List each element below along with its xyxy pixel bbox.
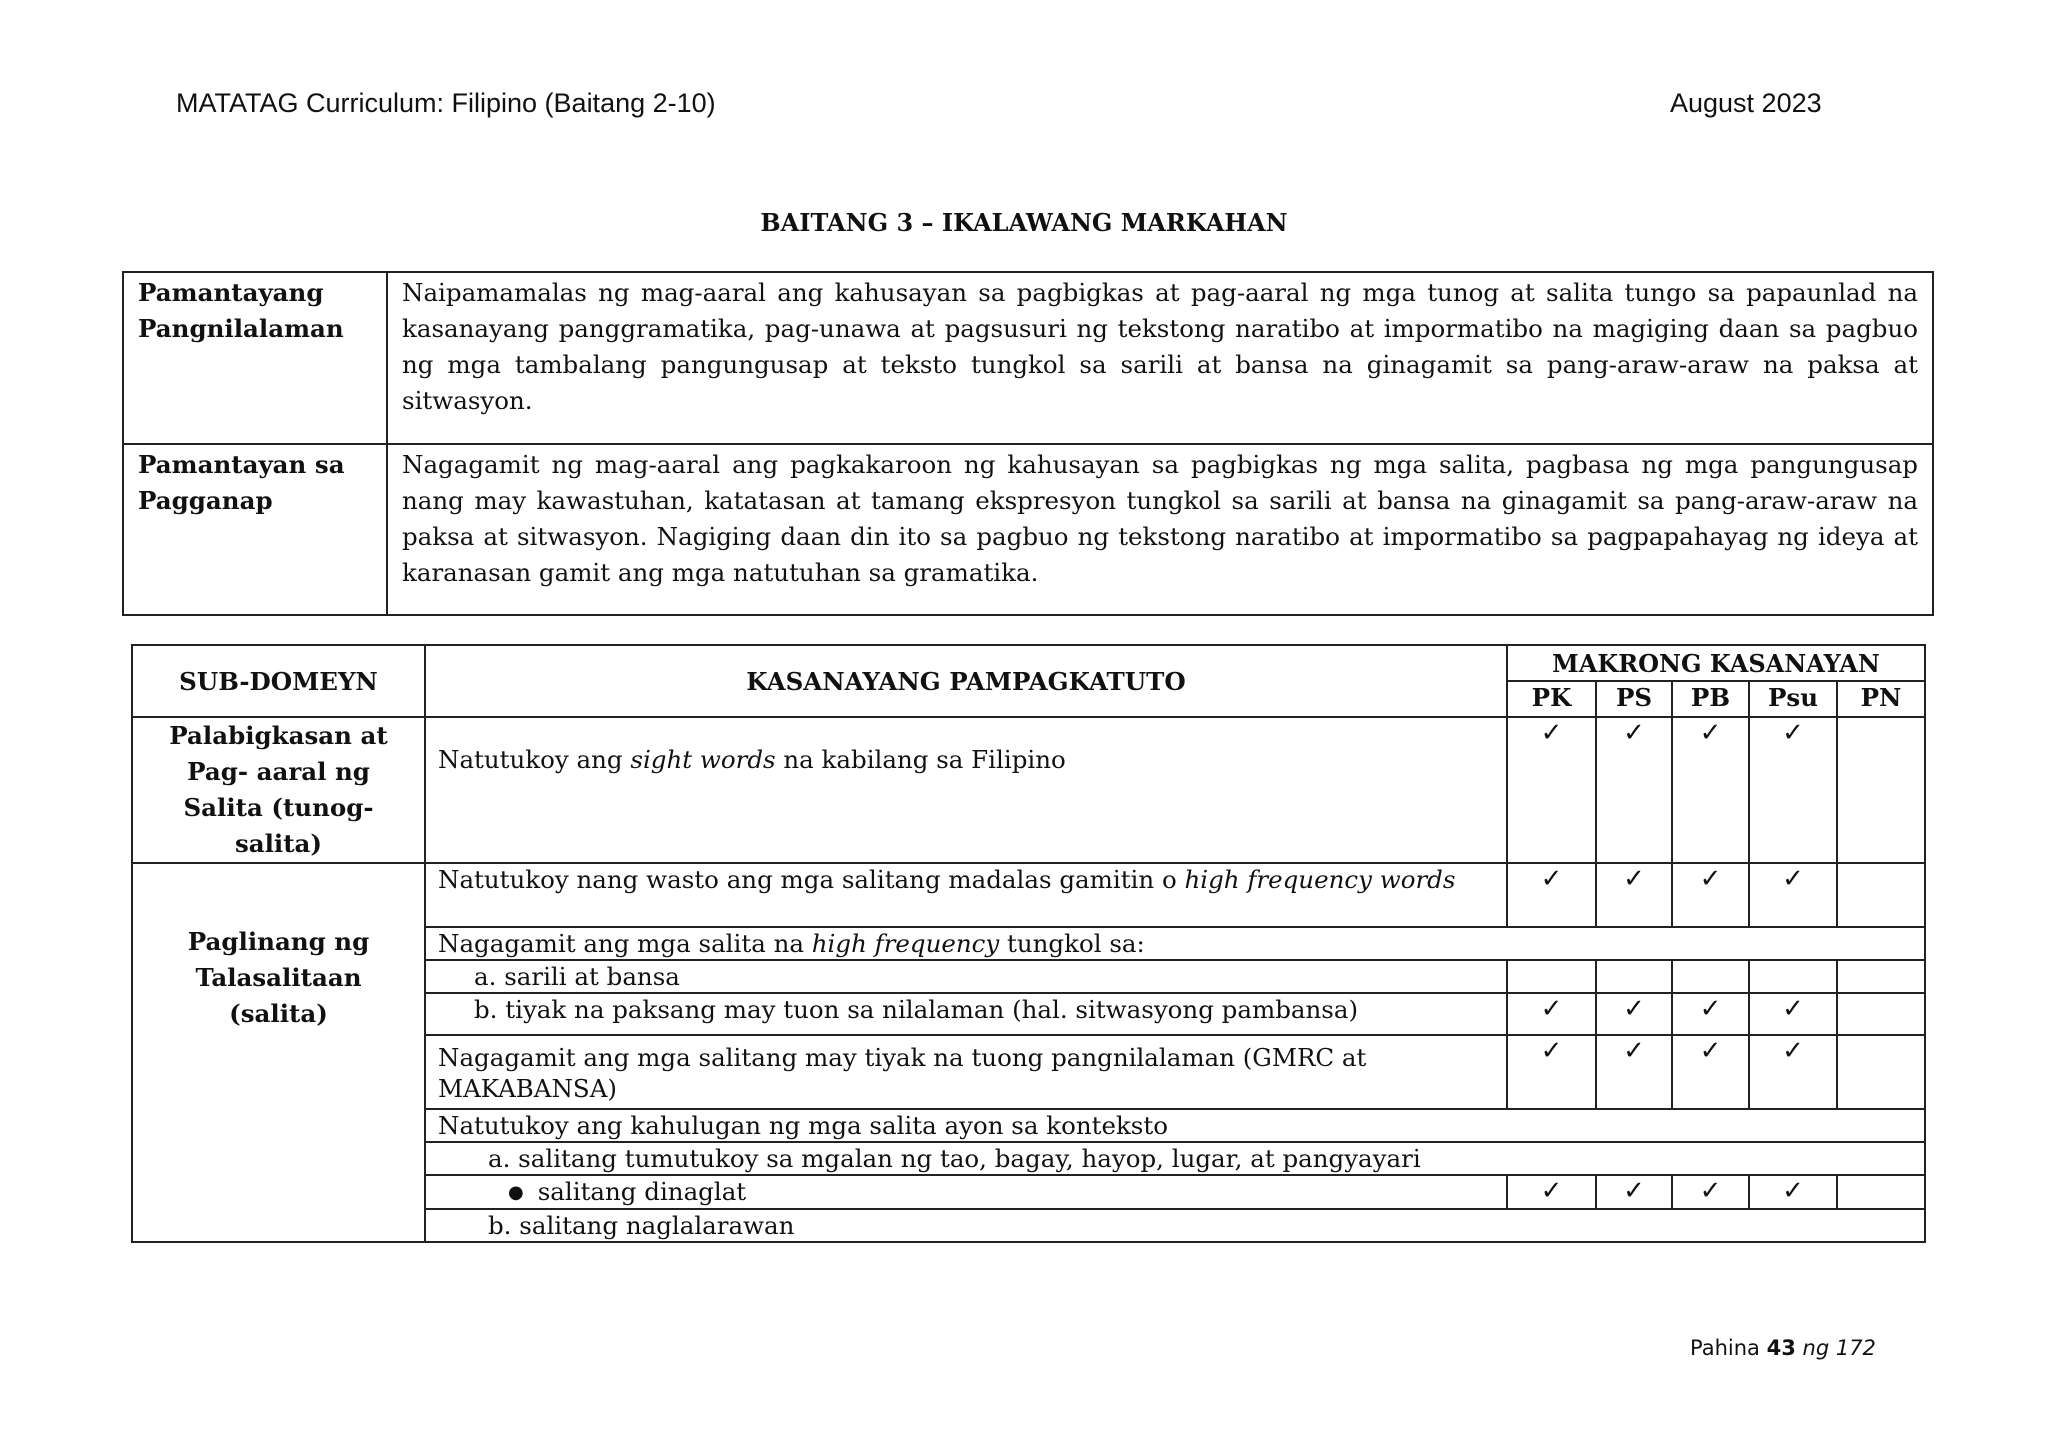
check-cell: [1507, 993, 1596, 1035]
check-icon: ✓: [1699, 1176, 1722, 1206]
check-cell: [1507, 1035, 1596, 1109]
list-marker: b.: [474, 995, 498, 1024]
check-cell: [1596, 960, 1672, 993]
check-cell: [1837, 960, 1925, 993]
competency-cell: b. salitang naglalarawan: [425, 1209, 1925, 1242]
check-icon: ✓: [1782, 994, 1804, 1024]
check-icon: ✓: [1782, 1036, 1804, 1066]
competency-cell: a. salitang tumutukoy sa mgalan ng tao, bagay, hayop, lugar, at pangyayari: [425, 1142, 1925, 1175]
column-ps: PS: [1596, 681, 1672, 717]
check-icon: ✓: [1540, 718, 1563, 748]
header-row: [132, 645, 1925, 681]
check-cell: [1672, 993, 1749, 1035]
check-icon: ✓: [1699, 994, 1722, 1024]
check-icon: ✓: [1782, 864, 1804, 894]
check-icon: ✓: [1699, 864, 1722, 894]
competency-cell: [425, 993, 1507, 1035]
subdomain-header: SUB-DOMEYN: [132, 645, 425, 717]
check-cell: [1749, 993, 1837, 1035]
subdomain-label: Paglinang ng Talasalitaan (salita): [187, 927, 370, 1028]
check-cell: [1749, 717, 1837, 863]
competency-text: sarili at bansa: [504, 962, 680, 991]
column-pn: PN: [1837, 681, 1925, 717]
competency-cell: [425, 863, 1507, 927]
check-cell: [1837, 993, 1925, 1035]
competency-emphasis: high frequency: [811, 929, 1000, 958]
check-icon: ✓: [1540, 1036, 1563, 1066]
competency-text: tungkol sa:: [999, 929, 1145, 958]
content-standard-row: [123, 272, 1933, 444]
competency-emphasis: high frequency words: [1184, 865, 1456, 894]
check-cell: [1672, 717, 1749, 863]
check-cell: [1749, 960, 1837, 993]
table-row: [132, 717, 1925, 863]
check-icon: ✓: [1623, 718, 1645, 748]
check-cell: [1507, 960, 1596, 993]
page-prefix: Pahina: [1690, 1336, 1767, 1360]
competency-cell: [425, 960, 1507, 993]
check-cell: [1837, 717, 1925, 863]
performance-standard-text: Nagagamit ng mag-aaral ang pagkakaroon ng kahusayan sa pagbigkas ng mga salita, pagbasa ng mga pangungusap nang may kawastuhan, katatasan at tamang ekspresyon tungkol sa sarili at bansa na ginagamit sa pang-araw-araw na paksa at sitwasyon. Nagiging daan din ito sa pagbuo ng tekstong naratibo at impormatibo sa pagpapahayag ng ideya at karanasan gamit ang mga natutuhan sa gramatika.: [387, 444, 1933, 615]
check-icon: ✓: [1699, 718, 1722, 748]
check-icon: ✓: [1540, 994, 1563, 1024]
competency-cell: Nagagamit ang mga salitang may tiyak na tuong pangnilalaman (GMRC at MAKABANSA): [425, 1035, 1507, 1109]
check-cell: [1749, 863, 1837, 927]
table-row: [132, 863, 1925, 927]
column-pb: PB: [1672, 681, 1749, 717]
list-marker: a.: [474, 962, 497, 991]
check-cell: [1837, 1035, 1925, 1109]
check-icon: ✓: [1623, 1036, 1645, 1066]
check-icon: ✓: [1540, 1176, 1563, 1206]
macro-skills-header: MAKRONG KASANAYAN: [1507, 645, 1925, 681]
check-icon: ✓: [1623, 864, 1645, 894]
check-icon: ✓: [1623, 1176, 1645, 1206]
bullet-icon: ●: [508, 1182, 524, 1203]
check-cell: [1837, 1175, 1925, 1209]
standards-table: [122, 271, 1934, 616]
header-title: MATATAG Curriculum: Filipino (Baitang 2-10): [176, 88, 716, 118]
subdomain-talasalitaan: [132, 863, 425, 1242]
competency-text: na kabilang sa Filipino: [775, 745, 1066, 774]
competency-text: tiyak na paksang may tuon sa nilalaman (hal. sitwasyong pambansa): [505, 995, 1358, 1024]
competency-cell: [425, 1175, 1507, 1209]
header-date: August 2023: [1670, 88, 1822, 118]
check-cell: [1672, 863, 1749, 927]
content-standard-text: Naipamamalas ng mag-aaral ang kahusayan sa pagbigkas at pag-aaral ng mga tunog at salita tungo sa papaunlad na kasanayang panggramatika, pag-unawa at pagsusuri ng tekstong naratibo at impormatibo na magiging daan sa pagbuo ng mga tambalang pangungusap at teksto tungkol sa sarili at bansa na ginagamit sa pang-araw-araw na paksa at sitwasyon.: [387, 272, 1933, 444]
check-cell: [1749, 1035, 1837, 1109]
check-icon: ✓: [1699, 1036, 1722, 1066]
column-psu: Psu: [1749, 681, 1837, 717]
competency-emphasis: sight words: [630, 745, 776, 774]
page-number: [1690, 1336, 1876, 1360]
check-icon: ✓: [1623, 994, 1645, 1024]
page-total: 172: [1835, 1336, 1876, 1360]
subdomain-palabigkasan: Palabigkasan at Pag- aaral ng Salita (tunog-salita): [132, 717, 425, 863]
check-cell: [1596, 993, 1672, 1035]
page-current: 43: [1766, 1336, 1796, 1360]
check-icon: ✓: [1540, 864, 1563, 894]
competency-header: KASANAYANG PAMPAGKATUTO: [425, 645, 1507, 717]
check-cell: [1507, 717, 1596, 863]
check-cell: [1672, 960, 1749, 993]
performance-standard-label: Pamantayan sa Pagganap: [123, 444, 387, 615]
competency-table: [131, 644, 1926, 1243]
check-cell: [1672, 1035, 1749, 1109]
check-cell: [1596, 1035, 1672, 1109]
content-standard-label: Pamantayang Pangnilalaman: [123, 272, 387, 444]
check-icon: ✓: [1782, 718, 1804, 748]
check-cell: [1749, 1175, 1837, 1209]
check-icon: ✓: [1782, 1176, 1804, 1206]
competency-text: Natutukoy ang: [438, 745, 631, 774]
page-title: BAITANG 3 – IKALAWANG MARKAHAN: [760, 208, 1288, 237]
check-cell: [1596, 1175, 1672, 1209]
competency-text: salitang dinaglat: [537, 1177, 747, 1206]
performance-standard-row: [123, 444, 1933, 615]
check-cell: [1596, 863, 1672, 927]
competency-cell: Natutukoy ang kahulugan ng mga salita ayon sa konteksto: [425, 1109, 1925, 1142]
page-sep: ng: [1795, 1336, 1836, 1360]
competency-cell: [425, 717, 1507, 863]
competency-text: Natutukoy nang wasto ang mga salitang madalas gamitin o: [438, 865, 1185, 894]
check-cell: [1507, 1175, 1596, 1209]
competency-text: Nagagamit ang mga salita na: [438, 929, 812, 958]
competency-cell: [425, 927, 1925, 960]
check-cell: [1596, 717, 1672, 863]
check-cell: [1507, 863, 1596, 927]
check-cell: [1672, 1175, 1749, 1209]
column-pk: PK: [1507, 681, 1596, 717]
check-cell: [1837, 863, 1925, 927]
